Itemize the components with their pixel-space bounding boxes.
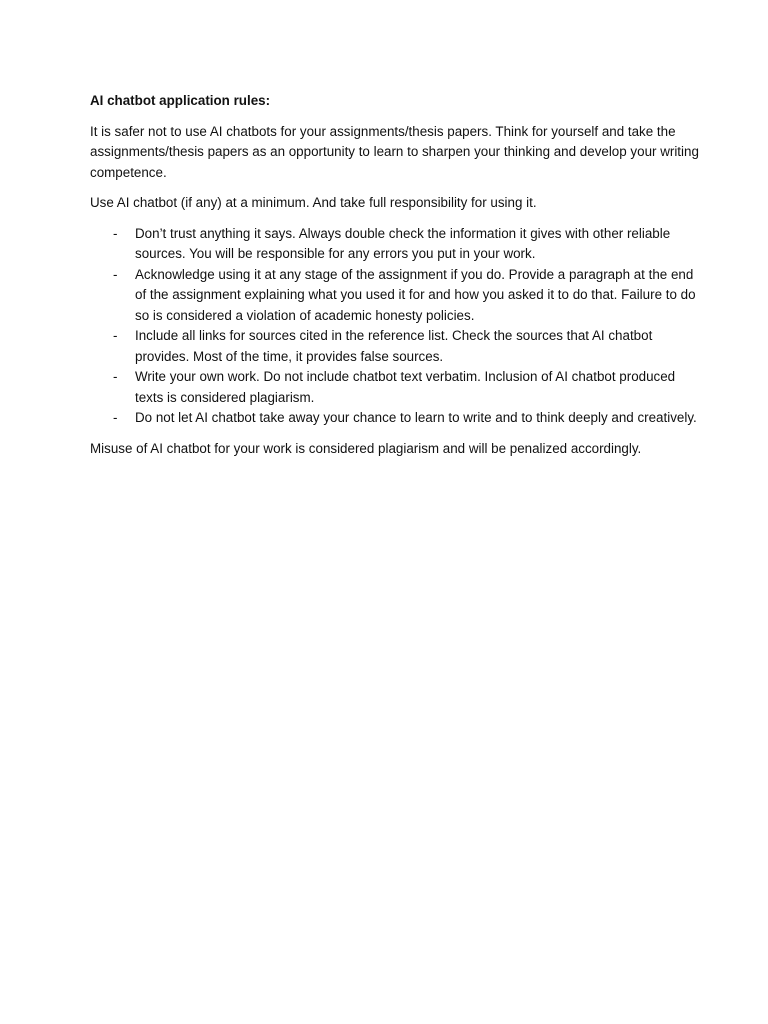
- rule-text: Acknowledge using it at any stage of the assignment if you do. Provide a paragraph at the end of the assignment explaining what you used it for and how you asked it to do that. Failure to do so is considered a violation of academic honesty policies.: [135, 266, 696, 323]
- rule-item: [90, 224, 702, 265]
- usage-paragraph: Use AI chatbot (if any) at a minimum. And take full responsibility for using it.: [90, 195, 537, 210]
- rule-text: Don’t trust anything it says. Always double check the information it gives with other reliable sources. You will be responsible for any errors you put in your work.: [135, 225, 671, 261]
- rule-text: Do not let AI chatbot take away your chance to learn to write and to think deeply and creatively.: [135, 410, 697, 425]
- document-heading: AI chatbot application rules:: [90, 93, 271, 108]
- document-page: [90, 91, 702, 469]
- bullet-dash: -: [113, 328, 118, 343]
- intro-paragraph: It is safer not to use AI chatbots for your assignments/thesis papers. Think for yourself and take the assignments/thesis papers as an opportunity to learn to sharpen your thinking and develop your writing competence.: [90, 123, 699, 180]
- rule-text: Include all links for sources cited in the reference list. Check the sources that AI chatbot provides. Most of the time, it provides false sources.: [135, 328, 653, 364]
- bullet-dash: -: [113, 225, 118, 241]
- rule-item: [90, 367, 702, 408]
- bullet-dash: -: [113, 410, 118, 425]
- bullet-dash: -: [113, 266, 118, 282]
- rules-list: [90, 224, 702, 429]
- rule-item: [90, 265, 702, 327]
- bullet-dash: -: [113, 369, 118, 384]
- rule-item: [90, 408, 702, 429]
- rule-item: [90, 326, 702, 367]
- rule-text: Write your own work. Do not include chatbot text verbatim. Inclusion of AI chatbot produced texts is considered plagiarism.: [135, 369, 676, 405]
- closing-paragraph: Misuse of AI chatbot for your work is considered plagiarism and will be penalized accordingly.: [90, 440, 642, 456]
